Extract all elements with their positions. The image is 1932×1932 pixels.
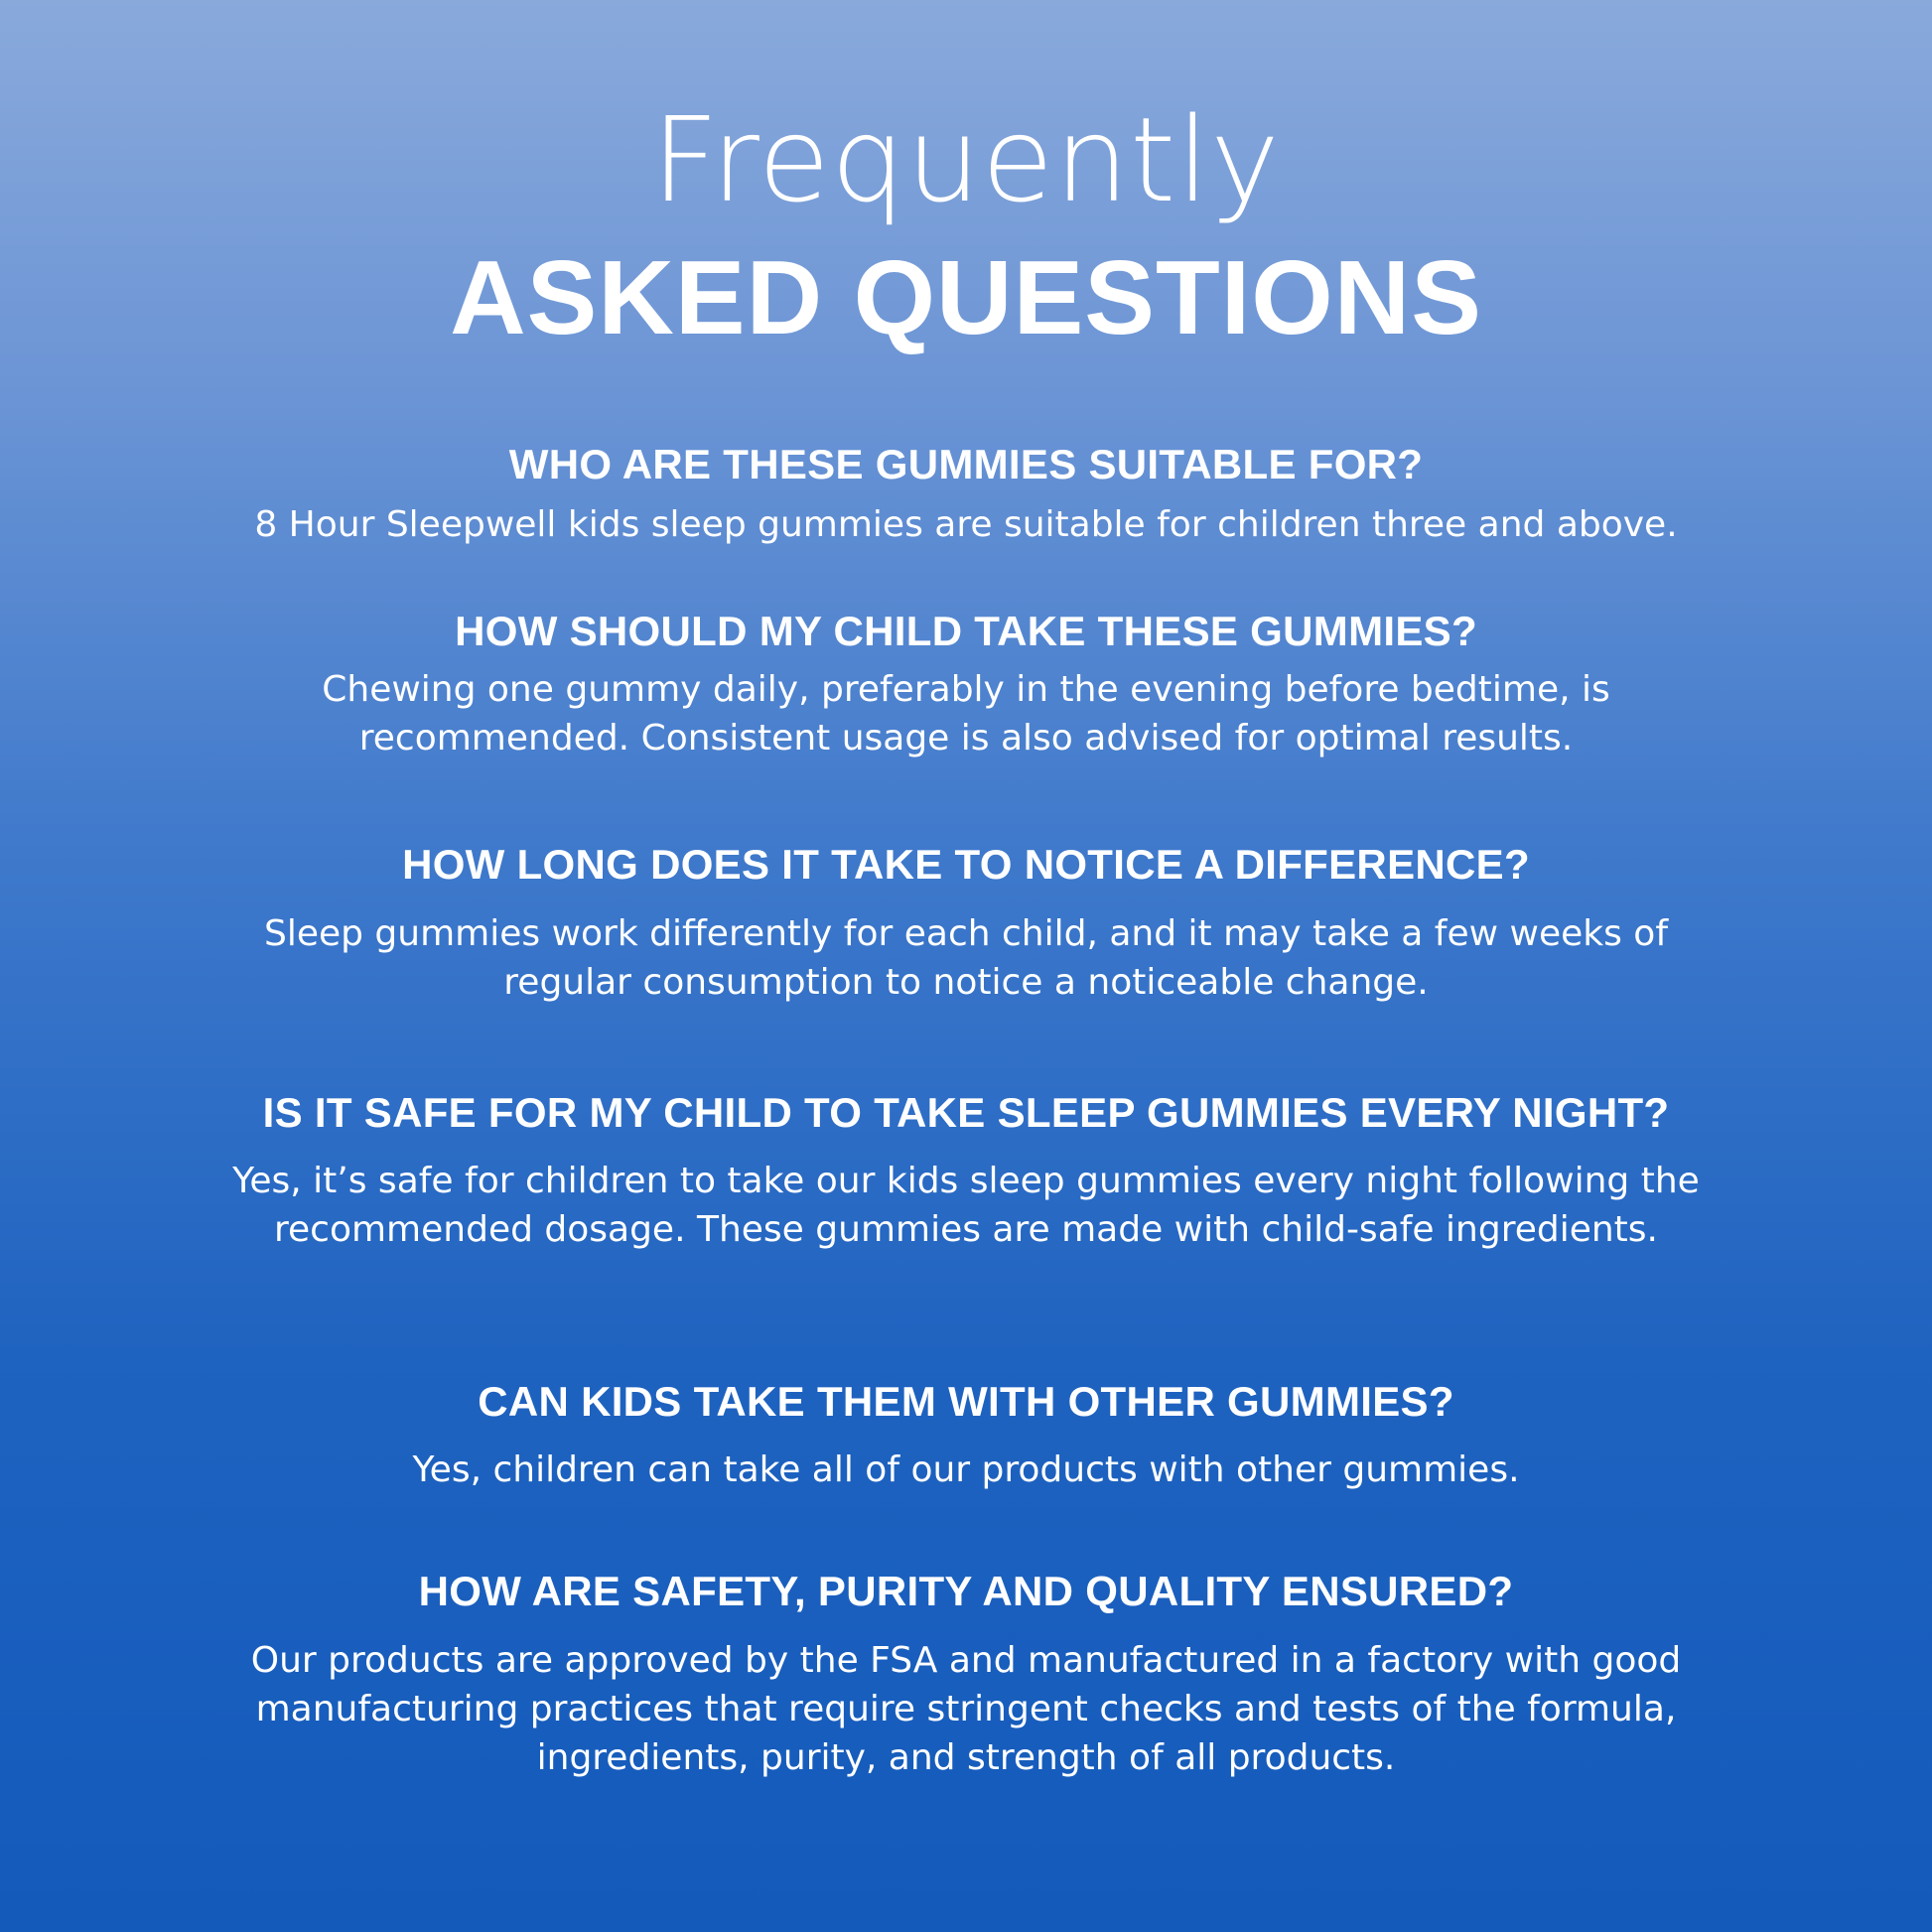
faq-answer-6: Our products are approved by the FSA and manufactured in a factory with good manufacturing practices that require stringent checks and tests of the formula, ingredients, purity, and strength of all products. [250,1640,1682,1778]
faq-question-2: HOW SHOULD MY CHILD TAKE THESE GUMMIES? [455,608,1477,654]
faq-question-3: HOW LONG DOES IT TAKE TO NOTICE A DIFFERENCE? [402,841,1530,888]
faq-answer-4: Yes, it’s safe for children to take our kids sleep gummies every night following the recommended dosage. These gummies are made with child-safe ingredients. [232,1161,1700,1250]
faq-answer-3: Sleep gummies work differently for each child, and it may take a few weeks of regular consumption to notice a noticeable change. [263,913,1668,1003]
faq-answer-5: Yes, children can take all of our products with other gummies. [412,1449,1520,1490]
faq-question-4: IS IT SAFE FOR MY CHILD TO TAKE SLEEP GUMMIES EVERY NIGHT? [262,1089,1670,1136]
title-asked-questions: ASKED QUESTIONS [450,239,1482,356]
faq-question-1: WHO ARE THESE GUMMIES SUITABLE FOR? [508,441,1424,487]
faq-question-5: CAN KIDS TAKE THEM WITH OTHER GUMMIES? [478,1378,1454,1425]
faq-answer-1: 8 Hour Sleepwell kids sleep gummies are suitable for children three and above. [254,504,1678,545]
title-frequently: Frequently [651,91,1281,228]
faq-answer-2: Chewing one gummy daily, preferably in the evening before bedtime, is recommended. Consistent usage is also advised for optimal results. [322,669,1610,759]
faq-question-6: HOW ARE SAFETY, PURITY AND QUALITY ENSURED? [418,1568,1514,1614]
